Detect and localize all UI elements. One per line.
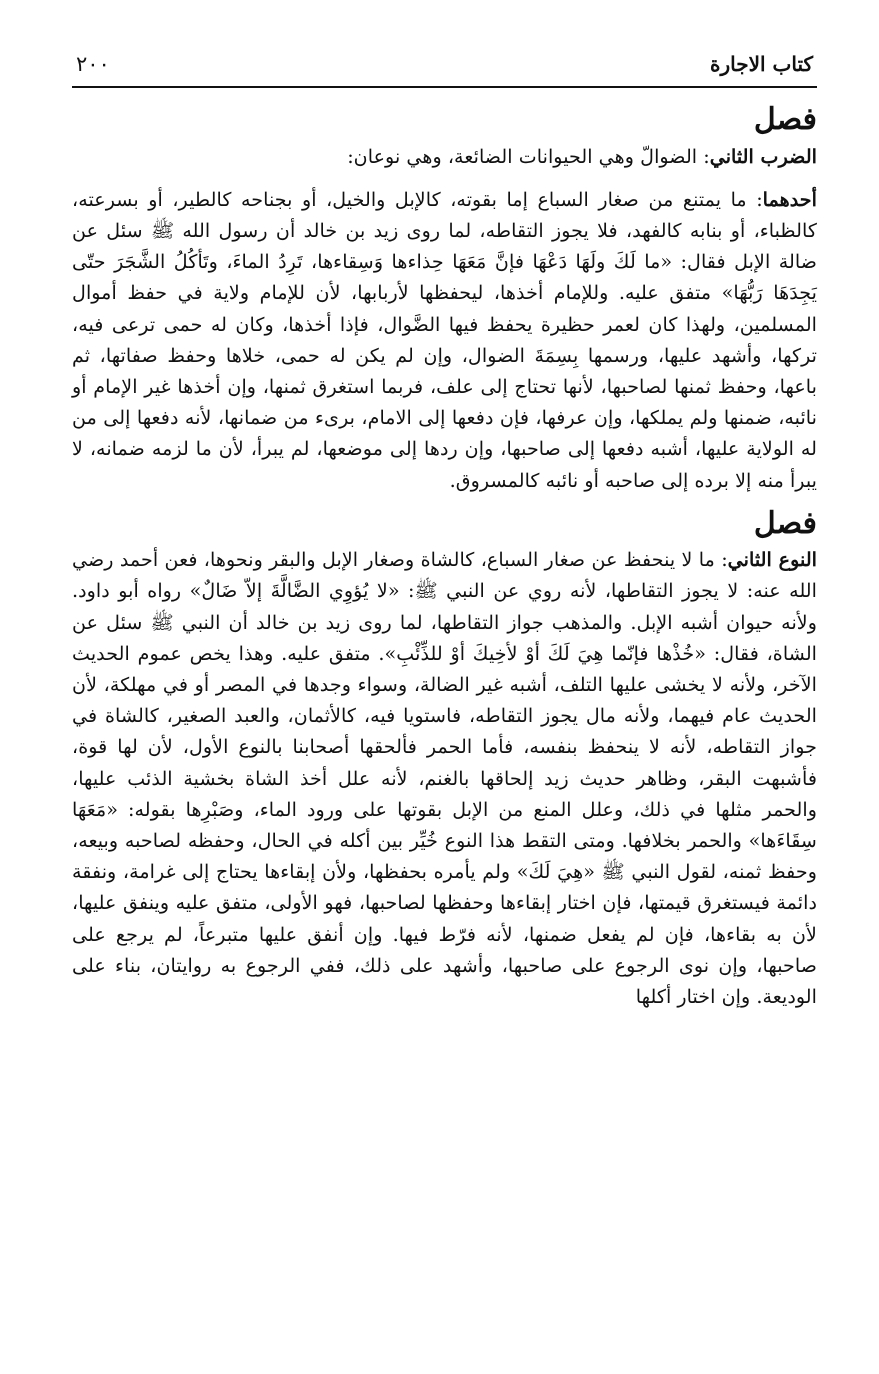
- section-heading-1: فصل: [753, 102, 817, 137]
- intro-lead: الضرب الثاني: [709, 144, 817, 168]
- section1-paragraph: [72, 184, 817, 496]
- page-number: ٢٠٠: [76, 52, 110, 76]
- page-body: [72, 100, 817, 1012]
- para2-text: : ما لا ينحفظ عن صغار السباع، كالشاة وصغار الإبل والبقر ونحوها، فعن أحمد رضي الله عنه: لا يجوز التقاطها، لأنه روي عن النبي ﷺ: «لا يُؤوِي الضَّالَّةَ إلاّ ضَالٌ» رواه أبو داود. ولأنه حيوان أشبه الإبل. والمذهب جواز التقاطها، لما روى زيد بن خالد أن النبي ﷺ سئل عن الشاة، فقال: «خُذْها فإنّما هِيَ لَكَ أوْ لأخِيكَ أوْ للذِّئْبِ». متفق عليه. وهذا يخص عموم الحديث الآخر، ولأنه لا يخشى عليها التلف، أشبه غير الضالة، وسواء وجدها في المصر أو في مهلكة، لأن الحديث عام فيهما، ولأنه مال يجوز التقاطه، فاستويا فيه، كالأثمان، والعبد الصغير، كالشاة في جواز التقاطه، لأنه لا ينحفظ بنفسه، فأما الحمر فألحقها أصحابنا بالنوع الأول، لأن لها قوة، فأشبهت البقر، وظاهر حديث زيد إلحاقها بالغنم، لأنه علل أخذ الشاة بخشية الذئب عليها، والحمر مثلها في ذلك، وعلل المنع من الإبل بقوتها على ورود الماء، وصَبْرِها بقوله: «مَعَهَا سِقَاءَها» والحمر بخلافها. ومتى التقط هذا النوع خُيِّر بين أكله في الحال، وحفظه لصاحبه وبيعه، وحفظ ثمنه، لقول النبي ﷺ «هِيَ لَكَ» ولم يأمره بحفظها، ولأن إبقاءها يحتاج إلى غرامة، ونفقة دائمة فيستغرق قيمتها، فإن اختار إبقاءها وحفظها لصاحبها، فهو الأولى، متفق عليه وينفق عليها، لأن به بقاءها، فإن لم يفعل ضمنها، لأنه فرّط فيها. وإن أنفق عليها متبرعاً، لم يرجع على صاحبها، وإن نوى الرجوع على صاحبها، وأشهد على ذلك، ففي الرجوع به روايتان، بناء على الوديعة. وإن اختار أكلها: [72, 548, 817, 1009]
- section2-paragraph: [72, 544, 817, 1012]
- section-heading-2: فصل: [753, 505, 817, 541]
- para1-lead: أحدهما: [762, 187, 817, 211]
- book-title: كتاب الاجارة: [710, 52, 813, 76]
- page-header: [72, 52, 817, 80]
- para2-lead: النوع الثاني: [727, 548, 817, 572]
- header-rule: [72, 86, 817, 88]
- section1-intro: [72, 141, 817, 172]
- intro-text: : الضوالّ وهي الحيوانات الضائعة، وهي نوعان:: [347, 144, 710, 168]
- para1-text: : ما يمتنع من صغار السباع إما بقوته، كالإبل والخيل، أو بجناحه كالطير، أو بسرعته، كالظباء، أو بنابه كالفهد، فلا يجوز التقاطه، لما روى زيد بن خالد أن رسول الله ﷺ سئل عن ضالة الإبل فقال: «ما لَكَ ولَهَا دَعْهَا فإنَّ مَعَهَا حِذاءها وَسِقاءها، تَرِدُ الماءَ، وتَأكُلُ الشَّجَرَ حتّى يَجِدَهَا رَبُّهَا» متفق عليه. وللإمام أخذها، ليحفظها لأربابها، لأن للإمام ولاية في حفظ أموال المسلمين، ولهذا كان لعمر حظيرة يحفظ فيها الضَّوال، فإذا أخذها، وكان له حمى ترعى فيه، تركها، وأشهد عليها، ورسمها بِسِمَةَ الضوال، وإن لم يكن له حمى، خلاها وحفظ صفاتها، ثم باعها، وحفظ ثمنها لصاحبها، لأنها تحتاج إلى علف، فربما استغرق ثمنها، وإن أخذها غير الإمام أو نائبه، ضمنها ولم يملكها، وإن عرفها، فإن دفعها إلى الامام، برىء من ضمانها، لأنه دفعها إلى من له الولاية عليها، أشبه دفعها إلى صاحبها، وإن ردها إلى موضعها، لم يبرأ، لأن ما لزمه ضمانه، لا يبرأ منه إلا برده إلى صاحبه أو نائبه كالمسروق.: [72, 187, 817, 492]
